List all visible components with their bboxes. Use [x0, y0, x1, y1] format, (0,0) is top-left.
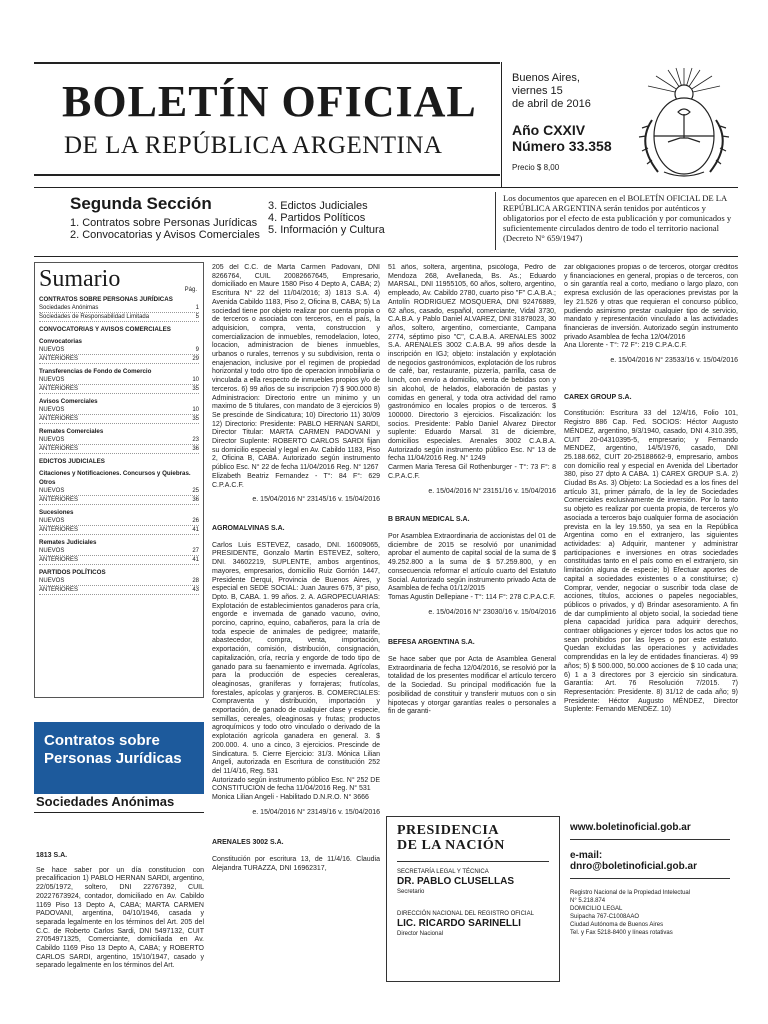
sumario-row-label: ANTERIORES: [39, 497, 79, 503]
position-2: Director Nacional: [397, 931, 444, 937]
contact-box: [562, 816, 738, 982]
article-text: Constitución por escritura 13, de 11/4/16. Claudia Alejandra TURAZZA, DNI 16962317,: [212, 856, 380, 872]
article-text: Constitución: Escritura 33 del 12/4/16, Folio 101, Registro 886 Cap. Fed. SOCIOS: Héctor Augusto MÉNDEZ, argentino, 9/3/1940, casado, DNI 4.310.395, CUIT 20-04310395-5, empresario; y Fernando MENDEZ, argentino, 14/5/1976, casado, DNI 25.188.662, CUIT 20-25188662-9, empresario, ambos con domicilio real y especial en Avenida del Libertador 380, piso 27 dpto A CABA. 1) CAREX GROUP S.A. 2) Ciudad Bs As. 3) Objeto: La Sociedad es a los fines del artículo 31, primer párrafo, de la ley de Sociedades Comerciales exclusivamente de inversión. Por lo tanto su objeto es realizar por cuenta propia, de terceros y/o asociada a terceros bajo cualquier forma de asociación prevista en la ley 19.550, ya sea en la República Argentina como en el extranjero, las siguientes actividades: a) Adquirir, mantener y administrar participaciones e inversiones en otras sociedades constituidas tanto en el país como en el extranjero, sin limitación alguna de especie; b) Efectuar aportes de capital a sociedades existentes o a constituirse; c) Comprar, vender, negociar o suscribir toda clase de acciones, títulos, acciones o papeles negociables, públicos o privados, y d) Brindar asesoramiento. A fin de dar cumplimiento al objeto social, la sociedad tiene plena capacidad jurídica para adquirir derechos, contraer obligaciones y ejercer todos los actos que no sean prohibidos por las leyes o por este estatuto. Quedan excluidas las operaciones y actividades comprendidas en la ley de entidades financieras. 4) 99 años; 5) $ 500.000, 50.000 acciones de $ 10 cada una; 6) 1 a 3 directores por 3 ejercicio sin sindicatura. Garantía: Art. 76 Resolución 7/2015. 7) Representación: Presidente. 8) 31/12 de cada año; 9) Presidente: Héctor Augusto MÉNDEZ, Director Suplente: Fernando MENDEZ. 10): [564, 410, 738, 714]
sumario-row[interactable]: [39, 547, 199, 556]
sumario-row-page: 35: [192, 386, 199, 392]
notice-divider: [495, 192, 496, 250]
sumario-row-label: NUEVOS: [39, 437, 65, 443]
sumario-row[interactable]: [39, 376, 199, 385]
sumario-row-label: ANTERIORES: [39, 527, 79, 533]
presidencia-title-2: DE LA NACIÓN: [397, 838, 505, 853]
sumario-heading: Convocatorias: [39, 338, 82, 345]
contact-line: Tel. y Fax 5218-8400 y líneas rotativas: [570, 930, 673, 936]
sumario-row[interactable]: [39, 436, 199, 445]
sumario-row-label: NUEVOS: [39, 578, 65, 584]
article-ref: e. 15/04/2016 N° 23533/16 v. 15/04/2016: [610, 357, 738, 365]
issue-price: Precio $ 8,00: [512, 163, 560, 172]
contact-line: N° 5.218.874: [570, 898, 606, 904]
sumario-row-page: 35: [192, 416, 199, 422]
article-ref: e. 15/04/2016 N° 23145/16 v. 15/04/2016: [252, 496, 380, 504]
sumario-heading: CONTRATOS SOBRE PERSONAS JURÍDICAS: [39, 296, 173, 303]
website-link[interactable]: www.boletinoficial.gob.ar: [570, 822, 691, 833]
sumario-row[interactable]: [39, 385, 199, 394]
sumario-row-page: 9: [195, 347, 199, 353]
article-text: Por Asamblea Extraordinaria de accionistas del 01 de diciembre de 2015 se resolvió por unanimidad aprobar el aumento de capital social de la suma de $ 49.252.800 a la suma de $ 57.259.800, y en consecuencia reformar el artículo cuarto del Estatuto Social. Autorizado según instrumento privado Acta de Asamblea de fecha 01/12/2015: [388, 532, 556, 593]
article-text: 51 años, soltera, argentina, psicóloga, Pedro de Mendoza 268, Avellaneda, Bs. As.; Eduardo MARSAL, DNI 11955105, 60 años, soltero, argentino, empleado, Av. Cabildo 2780, cuarto piso "F" C.A.B.A.; Antolín RODRIGUEZ MOSQUERA, DNI 92476889, 62 años, casado, español, comerciante, Vidal 3730, C.A.B.A. y Pablo Daniel ALVAREZ, DNI 31878023, 30 años, soltero, argentino, comerciante, Campana 2774, séptimo piso "C", C.A.B.A. ARENALES 3002 S.A. ARENALES 3002 C.A.B.A. 99 años desde la inscripción en IGJ; objeto: instalación y explotación de negocios gastronómicos, explotación de los rubros de café, bar, restaurante, pizzería, parrilla, casa de lunch, con envío a domicilio, venta de bebidas con y sin alcohol, de helados, elaboración de pastas y comidas en general, y toda otra actividad del ramo gastronómico en locales propios o de terceros. $ 100000. Directorio 3 ejercicios. Fiscalización: los socios. Presidente: Pablo Daniel Alvarez Director suplente: Eduardo Marsal. 31 de diciembre, domicilios especiales. Arenales 3002 C.A.B.A. Autorizado según instrumento público Esc. N° 13 de fecha 11/04/2016 Reg. N° 1249: [388, 264, 556, 463]
column-2: [212, 264, 380, 1024]
sumario-row-page: 28: [192, 578, 199, 584]
sumario-heading: PARTIDOS POLÍTICOS: [39, 569, 106, 576]
sumario-row-page: 36: [192, 497, 199, 503]
article-ref: e. 15/04/2016 N° 23151/16 v. 15/04/2016: [428, 487, 556, 495]
sumario-row[interactable]: [39, 496, 199, 505]
section-banner: Contratos sobre Personas Jurídicas: [34, 722, 204, 794]
issue-num: Número 33.358: [512, 138, 612, 154]
article-heading: BEFESA ARGENTINA S.A.: [388, 639, 475, 647]
column-4: [564, 264, 738, 812]
sumario-row[interactable]: [39, 313, 199, 322]
section-bottom-rule: [34, 256, 738, 257]
article-ref: e. 15/04/2016 N° 23149/16 v. 15/04/2016: [252, 808, 380, 816]
sumario-row-page: 43: [192, 587, 199, 593]
article-text: Se hace saber por un día constitucion con precalificacion 1) PABLO HERNAN SARDI, argentino, 22/05/1972, soltero, DNI 22767392, CUIL 20227673924, contador, domiciliado en Av. Cabildo 1169 Piso 13 Depto A, CABA; MARTA CARMEN PADOVANI, argentina, 04/10/1946, casada y separada legalmente en los términos del Art. 205 del C.C. de Roberto Carlos Sardi, DNI 5497132, CUIT 27054971325, Comerciante, domiciliada en Av. Cabildo 1169 Piso 13 Depto A, CABA; y ROBERTO CARLOS SARDI, argentino, 15/10/1947, casado y separado legalmente en los términos del Art.: [36, 866, 204, 970]
sumario-heading: Citaciones y Notificaciones. Concursos y Quiebras. Otros: [39, 470, 191, 486]
sumario-row-page: 5: [195, 314, 199, 320]
sumario-row-page: 25: [192, 488, 199, 494]
contact-line: Suipacha 767-C1008AAO: [570, 914, 640, 920]
masthead-divider: [501, 62, 502, 187]
sumario-row[interactable]: [39, 346, 199, 355]
sumario-row[interactable]: [39, 556, 199, 565]
article-text: zar obligaciones propias o de terceros, otorgar créditos y financiaciones en general, propias o de terceros, con o sin garantía real a corto, mediano o largo plazo, con expresa exclusión de las operaciones previstas por la ley 21.526 y otras que requieran el concurso público, pudiendo asimismo prestar cualquier tipo de servicio, mandato y representación vinculado a las actividades financieras de inversión. Autorizado según instrumento privado Asamblea de fecha 12/04/2016: [564, 264, 738, 341]
article-heading: ARENALES 3002 S.A.: [212, 839, 284, 847]
role-1: SECRETARÍA LEGAL Y TÉCNICA: [397, 869, 489, 875]
sumario-row-page: 41: [192, 557, 199, 563]
sumario-row-page: 27: [192, 548, 199, 554]
section-list-left: 1. Contratos sobre Personas Jurídicas 2. Convocatorias y Avisos Comerciales: [70, 217, 260, 241]
position-1: Secretario: [397, 889, 425, 895]
sumario-title: Sumario: [39, 266, 121, 292]
sumario-heading: EDICTOS JUDICIALES: [39, 458, 105, 465]
sumario-heading: Avisos Comerciales: [39, 398, 98, 405]
email-link[interactable]: e-mail: dnro@boletinoficial.gob.ar: [570, 850, 697, 872]
sumario-row-page: 29: [192, 356, 199, 362]
sumario-heading: Remates Comerciales: [39, 428, 104, 435]
sumario-row[interactable]: [39, 304, 199, 313]
sumario-row[interactable]: [39, 577, 199, 586]
sumario-row-page: 36: [192, 446, 199, 452]
article-text: Autorizado según instrumento público Esc. N° 252 DE CONSTITUCION de fecha 11/04/2016 Reg. N° 531: [212, 776, 380, 793]
issue-number: [512, 122, 612, 154]
presidencia-title-1: PRESIDENCIA: [397, 823, 499, 838]
section-list-right: 3. Edictos Judiciales 4. Partidos Políticos 5. Información y Cultura: [268, 200, 385, 236]
sumario-heading: CONVOCATORIAS Y AVISOS COMERCIALES: [39, 326, 171, 333]
sumario-pag-label: Pág.: [184, 287, 197, 293]
column-1: [36, 852, 204, 1020]
sumario-row-label: ANTERIORES: [39, 416, 79, 422]
article-heading: CAREX GROUP S.A.: [564, 393, 632, 401]
sumario-row-page: 1: [195, 305, 199, 311]
sumario-row-page: 26: [192, 518, 199, 524]
sumario-row-page: 41: [192, 527, 199, 533]
article-text: Se hace saber que por Acta de Asamblea General Extraordinaria de fecha 12/04/2016, se resolvió por la totalidad de los presentes modificar el artículo tercero de la Sociedad. Su principal modificación fue la posibilidad de constituir y transferir mutuos con o sin hipotecas y otorgar garantías reales o personales a fin de garanti-: [388, 656, 556, 716]
sumario-row-label: Sociedades de Responsabilidad Limitada: [39, 314, 150, 320]
sumario-row-page: 10: [192, 377, 199, 383]
sumario-row-label: NUEVOS: [39, 488, 65, 494]
article-text: 205 del C.C. de Marta Carmen Padovani, DNI 8266764, CUIL 20082667645, Empresario, domiciliado en Maure 1580 Piso 4 Depto A, CABA; 2) Escritura N° 22 del 11/04/2016; 3) 1813 S.A. 4) Avenida Cabildo 1183, Piso 2, Oficina B, CABA; 5) La sociedad tiene por objeto realizar por cuenta propia o de terceros o asociada con terceros, en el país, la adquisicion, compra, venta, construccion y comercializacion de inmuebles, remodelacion, loteo, locacion, administracion de bienes inmuebles, urbanos o rurales, terrenos y su subdivision, renta o enajenacion, inclusive por el regimen de propiedad horizontal y todo otro tipo de operacion inmobiliaria o vinculada a ella respecto de inmuebles propios y/o de terceros. 6) 99 años de su inscripcion 7) $ 900.000 8) Administracion: Directorio entre un minimo y un maximo de 5 titulares, con mandato de 3 ejercicios 9) Se prescinde de Sindicatura; 10) Directorio 11) 30/09 12) Directorio: Presidente: PABLO HERNAN SARDI, Director Titular: MARTA CARMEN PADOVANI y Director Suplente: ROBERTO CARLOS SARDI fijan su domicilio especial y legal en Av. Cabildo 1183, Piso 2, Oficina B, CABA. Autorizado según instrumento público Esc. N° 22 de fecha 11/04/2016 Reg. N° 1267: [212, 264, 380, 472]
header-bottom-rule: [34, 187, 738, 188]
sumario-row-label: NUEVOS: [39, 347, 65, 353]
masthead-subtitle: DE LA REPÚBLICA ARGENTINA: [64, 132, 443, 159]
sumario-entries: [39, 295, 199, 595]
sa-rule: [34, 812, 204, 813]
contact-line: DOMICILIO LEGAL: [570, 906, 623, 912]
article-text: Carlos Luis ESTEVEZ, casado, DNI. 16009065, PRESIDENTE, Gonzalo Martin ESTEVEZ, soltero, DNI. 34602219, SUPLENTE, ambos argentinos, mayores, empresarios, domicilio Ruiz Gorrión 1447, Presidente Derqui, Provincia de Buenos Aires, y especial en SEDE SOCIAL: Juan Jaures 675, 3° piso, Dpto. B, CABA. 1. 99 años. 2. A. AGROPECUARIAS: Explotación de establecimientos ganaderos para cría, engorde e invernada de ganado vacuno, ovino, porcino, caprino, equino, cabañeros, para la cría de toda especie de animales de pedigree; matarife, abastecedor, compra, venta, importación, exportación, comisión, distribución, consignación, capitalización, cría, recría y engorde de todo tipo de ganado para su faenamiento e invernada. Agrícolas, para la producción de especies cerealeras, oleaginosas, graníferas y forrajeras; frutícolas, forestales, apícolas y granjeros. B. COMERCIALES: Compraventa y distribución, importación y exportación, de ganado de cualquier clase y especie, semillas, cereales, oleaginosas y frutas; productos agroquímicos y todo otro vinculado o derivado de la explotación agrícola ganadera en general. 3. $ 200.000. 4. uno a cinco, 3 ejercicios. Prescinde de Sindicatura. 5. Cierre Ejercicio: 31/3. Mónica Lilian Angeli, autorizada en Escritura de constitución 252 del 11/4/16, Reg. 531: [212, 541, 380, 775]
sumario-box: [34, 262, 204, 698]
sumario-row-label: ANTERIORES: [39, 386, 79, 392]
article-signature: Tomas Agustin Dellepiane - T°: 114 F°: 278 C.P.A.C.F.: [388, 593, 556, 601]
sumario-row-label: NUEVOS: [39, 518, 65, 524]
sumario-heading: Sucesiones: [39, 509, 74, 516]
contact-line: Ciudad Autónoma de Buenos Aires: [570, 922, 664, 928]
sumario-row-label: ANTERIORES: [39, 557, 79, 563]
article-heading: 1813 S.A.: [36, 852, 68, 859]
article-heading: B BRAUN MEDICAL S.A.: [388, 516, 470, 524]
presidencia-box: [386, 816, 560, 982]
sumario-row[interactable]: [39, 415, 199, 424]
article-heading: AGROMALVINAS S.A.: [212, 524, 285, 532]
coat-of-arms-icon: [628, 64, 740, 184]
sumario-heading: Transferencias de Fondo de Comercio: [39, 368, 152, 375]
sumario-row[interactable]: [39, 406, 199, 415]
sumario-row-label: NUEVOS: [39, 548, 65, 554]
sumario-row-label: NUEVOS: [39, 377, 65, 383]
sumario-row[interactable]: [39, 487, 199, 496]
sumario-row[interactable]: [39, 526, 199, 535]
name-1: DR. PABLO CLUSELLAS: [397, 876, 515, 887]
sumario-row-page: 23: [192, 437, 199, 443]
issue-date: Buenos Aires, viernes 15 de abril de 2016: [512, 72, 591, 110]
article-signature: Elizabeth Beatriz Fernandez - T°: 84 F°: 629 C.P.A.C.F.: [212, 472, 380, 489]
contact-line: Registro Nacional de la Propiedad Intelectual: [570, 890, 691, 896]
legal-notice: Los documentos que aparecen en el BOLETÍN OFICIAL DE LA REPÚBLICA ARGENTINA serán tenidos por auténticos y obligatorios por el efecto de esta publicación y por comunicados y suficientemente circulados dentro de todo el territorio nacional (Decreto N° 659/1947): [503, 193, 732, 243]
article-signature: Ana Llorente - T°: 72 F°: 219 C.P.A.C.F.: [564, 342, 687, 350]
sumario-row[interactable]: [39, 445, 199, 454]
sumario-row[interactable]: [39, 517, 199, 526]
sumario-row[interactable]: [39, 355, 199, 364]
article-ref: e. 15/04/2016 N° 23030/16 v. 15/04/2016: [428, 608, 556, 616]
sumario-heading: Remates Judiciales: [39, 539, 97, 546]
sumario-row-label: ANTERIORES: [39, 356, 79, 362]
sumario-row[interactable]: [39, 586, 199, 595]
article-signature: Carmen Maria Teresa Gil Rothenburger - T°: 73 F°: 8 C.P.A.C.F.: [388, 464, 556, 480]
article-signature: Monica Lilian Angeli - Habilitado D.N.R.O. N° 3666: [212, 794, 369, 802]
sumario-row-label: ANTERIORES: [39, 587, 79, 593]
section-title: Segunda Sección: [70, 194, 212, 213]
sumario-row-page: 10: [192, 407, 199, 413]
sumario-row-label: Sociedades Anónimas: [39, 305, 99, 311]
sumario-row-label: ANTERIORES: [39, 446, 79, 452]
sociedades-anonimas-heading: Sociedades Anónimas: [36, 794, 175, 809]
issue-year: Año CXXIV: [512, 122, 586, 138]
name-2: LIC. RICARDO SARINELLI: [397, 918, 521, 929]
column-3: [388, 264, 556, 812]
masthead-title: BOLETÍN OFICIAL: [62, 77, 477, 126]
role-2: DIRECCIÓN NACIONAL DEL REGISTRO OFICIAL: [397, 911, 534, 917]
sumario-row-label: NUEVOS: [39, 407, 65, 413]
